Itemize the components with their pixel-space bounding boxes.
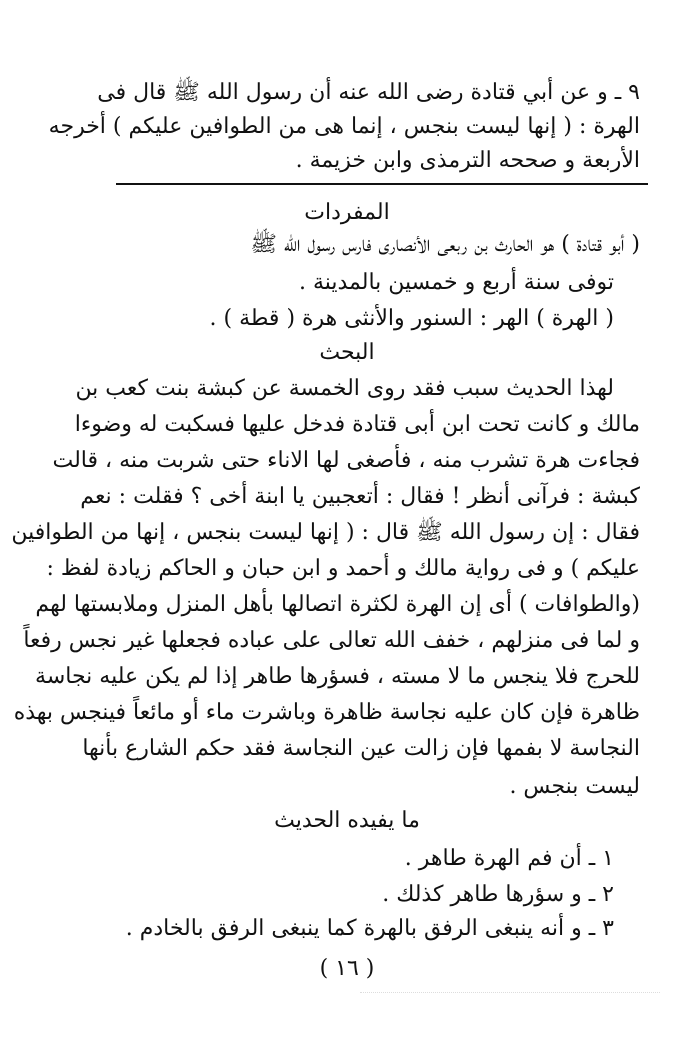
fawaid-item-2: ٢ ـ و سؤرها طاهر كذلك . bbox=[382, 882, 614, 907]
hadith-line-3: الأربعة و صححه الترمذى وابن خزيمة . bbox=[295, 148, 640, 173]
bahth-line-8: و لما فى منزلهم ، خفف الله تعالى على عباده فجعلها غير نجس رفعاً bbox=[23, 628, 640, 653]
mufradat-line-1: ( أبو قتادة ) هو الحارث بن ربعى الأنصارى فارس رسول الله ﷺ bbox=[250, 232, 640, 257]
fawaid-heading: ما يفيده الحديث bbox=[274, 808, 420, 833]
bahth-heading: البحث bbox=[319, 340, 375, 365]
bahth-line-2: مالك و كانت تحت ابن أبى قتادة فدخل عليها فسكبت له وضوءا bbox=[74, 412, 640, 437]
section-divider bbox=[116, 183, 648, 185]
bahth-line-10: ظاهرة فإن كان عليه نجاسة ظاهرة وباشرت ماء أو مائعاً فينجس بهذه bbox=[13, 700, 640, 725]
bahth-line-5: فقال : إن رسول الله ﷺ قال : ( إنها ليست بنجس ، إنها من الطوافين bbox=[11, 520, 640, 545]
hadith-line-1: ٩ ـ و عن أبي قتادة رضى الله عنه أن رسول الله ﷺ قال فى bbox=[97, 80, 640, 105]
bahth-line-9: للحرج فلا ينجس ما لا مسته ، فسؤرها طاهر إذا لم يكن عليه نجاسة bbox=[35, 664, 640, 689]
hadith-line-2: الهرة : ( إنها ليست بنجس ، إنما هى من الطوافين عليكم ) أخرجه bbox=[48, 114, 640, 139]
bahth-line-4: كبشة : فرآنى أنظر ! فقال : أتعجبين يا ابنة أخى ؟ فقلت : نعم bbox=[80, 484, 640, 509]
page-number: ( ١٦ ) bbox=[319, 956, 375, 981]
bahth-line-7: (والطوافات ) أى إن الهرة لكثرة اتصالها بأهل المنزل وملابستها لهم bbox=[35, 592, 640, 617]
bahth-line-12: ليست بنجس . bbox=[509, 774, 640, 799]
mufradat-heading: المفردات bbox=[304, 200, 390, 225]
bahth-line-1: لهذا الحديث سبب فقد روى الخمسة عن كبشة بنت كعب بن bbox=[75, 376, 614, 401]
scan-artifact bbox=[360, 992, 660, 993]
mufradat-line-3: ( الهرة ) الهر : السنور والأنثى هرة ( قطة ) . bbox=[209, 306, 614, 331]
bahth-line-11: النجاسة لا بفمها فإن زالت عين النجاسة فقد حكم الشارع بأنها bbox=[82, 736, 640, 761]
bahth-line-6: عليكم ) و فى رواية مالك و أحمد و ابن حبان و الحاكم زيادة لفظ : bbox=[46, 556, 640, 581]
mufradat-line-2: توفى سنة أربع و خمسين بالمدينة . bbox=[298, 270, 614, 295]
fawaid-item-3: ٣ ـ و أنه ينبغى الرفق بالهرة كما ينبغى الرفق بالخادم . bbox=[125, 916, 614, 941]
fawaid-item-1: ١ ـ أن فم الهرة طاهر . bbox=[404, 846, 614, 871]
bahth-line-3: فجاءت هرة تشرب منه ، فأصغى لها الاناء حتى شربت منه ، قالت bbox=[52, 448, 640, 473]
